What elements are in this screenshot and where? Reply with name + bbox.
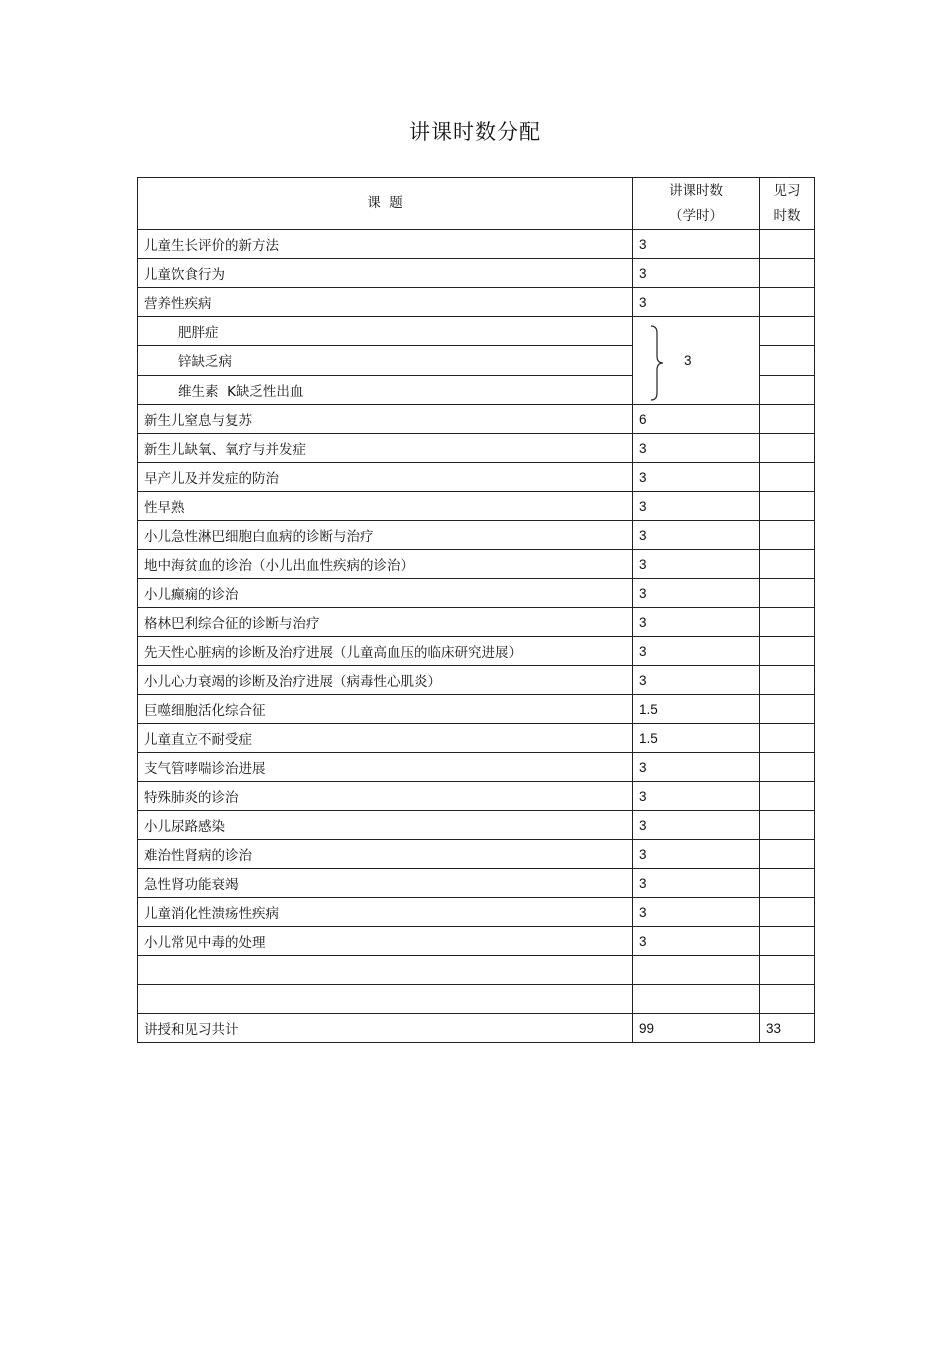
row-topic: 新生儿窒息与复苏 <box>138 405 633 434</box>
page-title: 讲课时数分配 <box>409 120 541 144</box>
subgroup-practice-hours <box>760 375 815 404</box>
table-row <box>138 434 815 463</box>
row-lecture-hours <box>633 985 760 1014</box>
row-topic: 儿童饮食行为 <box>138 259 633 288</box>
row-lecture-hours: 3 <box>633 869 760 898</box>
row-practice-hours <box>760 695 815 724</box>
row-topic: 小儿急性淋巴细胞白血病的诊断与治疗 <box>138 521 633 550</box>
row-topic: 巨噬细胞活化综合征 <box>138 695 633 724</box>
row-lecture-hours: 3 <box>633 259 760 288</box>
row-lecture-hours: 3 <box>633 230 760 259</box>
row-lecture-hours: 3 <box>633 782 760 811</box>
row-lecture-hours: 3 <box>633 463 760 492</box>
table-row <box>138 811 815 840</box>
row-lecture-hours: 3 <box>633 492 760 521</box>
row-practice-hours <box>760 434 815 463</box>
subgroup-topic: 锌缺乏病 <box>138 346 633 375</box>
row-practice-hours <box>760 521 815 550</box>
row-lecture-hours: 1.5 <box>633 724 760 753</box>
row-practice-hours <box>760 666 815 695</box>
table-row <box>138 869 815 898</box>
row-practice-hours <box>760 230 815 259</box>
row-lecture-hours: 3 <box>633 840 760 869</box>
row-lecture-hours <box>633 956 760 985</box>
row-lecture-hours: 3 <box>633 753 760 782</box>
row-topic: 小儿心力衰竭的诊断及治疗进展（病毒性心肌炎） <box>138 666 633 695</box>
table-row <box>138 782 815 811</box>
table-row <box>138 985 815 1014</box>
row-lecture-hours: 3 <box>633 521 760 550</box>
header-lecture-line1: 讲课时数 <box>669 182 723 199</box>
row-practice-hours <box>760 840 815 869</box>
table-row <box>138 724 815 753</box>
row-practice-hours <box>760 898 815 927</box>
table-row <box>138 840 815 869</box>
header-practice-line2: 时数 <box>773 207 801 224</box>
total-lecture-hours: 99 <box>633 1014 760 1043</box>
header-practice-hours <box>760 178 815 230</box>
table-row <box>138 492 815 521</box>
table-header-row <box>138 178 815 230</box>
row-topic: 支气管哮喘诊治进展 <box>138 753 633 782</box>
row-lecture-hours: 3 <box>633 288 760 317</box>
total-row <box>138 1014 815 1043</box>
table-row <box>138 898 815 927</box>
row-topic: 性早熟 <box>138 492 633 521</box>
table-row <box>138 550 815 579</box>
table-row <box>138 608 815 637</box>
table-row <box>138 521 815 550</box>
row-topic: 急性肾功能衰竭 <box>138 869 633 898</box>
curly-brace-icon <box>650 325 664 401</box>
row-topic: 小儿癫痫的诊治 <box>138 579 633 608</box>
table-row <box>138 579 815 608</box>
row-lecture-hours: 6 <box>633 405 760 434</box>
row-topic: 难治性肾病的诊治 <box>138 840 633 869</box>
row-practice-hours <box>760 782 815 811</box>
row-topic <box>138 985 633 1014</box>
row-topic: 小儿尿路感染 <box>138 811 633 840</box>
row-topic: 早产儿及并发症的防治 <box>138 463 633 492</box>
row-topic: 格林巴利综合征的诊断与治疗 <box>138 608 633 637</box>
row-topic: 儿童直立不耐受症 <box>138 724 633 753</box>
row-practice-hours <box>760 956 815 985</box>
row-lecture-hours: 1.5 <box>633 695 760 724</box>
table-row <box>138 230 815 259</box>
row-topic: 地中海贫血的诊治（小儿出血性疾病的诊治） <box>138 550 633 579</box>
row-topic: 小儿常见中毒的处理 <box>138 927 633 956</box>
row-practice-hours <box>760 259 815 288</box>
row-practice-hours <box>760 550 815 579</box>
subgroup-practice-hours <box>760 317 815 346</box>
row-practice-hours <box>760 811 815 840</box>
row-practice-hours <box>760 724 815 753</box>
header-lecture-line2: （学时） <box>669 207 723 224</box>
row-topic: 新生儿缺氧、氧疗与并发症 <box>138 434 633 463</box>
row-practice-hours <box>760 753 815 782</box>
row-practice-hours <box>760 985 815 1014</box>
header-topic: 课 题 <box>138 178 633 230</box>
row-practice-hours <box>760 288 815 317</box>
row-practice-hours <box>760 405 815 434</box>
subgroup-topic: 维生素 K缺乏性出血 <box>138 375 633 404</box>
table-row <box>138 637 815 666</box>
subgroup-practice-hours <box>760 346 815 375</box>
row-lecture-hours: 3 <box>633 811 760 840</box>
table-row <box>138 956 815 985</box>
table-row <box>138 288 815 317</box>
table-row <box>138 259 815 288</box>
table-row <box>138 753 815 782</box>
row-topic: 儿童生长评价的新方法 <box>138 230 633 259</box>
row-practice-hours <box>760 637 815 666</box>
row-lecture-hours: 3 <box>633 550 760 579</box>
subgroup-lecture-hours: 3 <box>684 353 692 368</box>
row-lecture-hours: 3 <box>633 637 760 666</box>
subgroup-topic: 肥胖症 <box>138 317 633 346</box>
table-row <box>138 463 815 492</box>
total-label: 讲授和见习共计 <box>138 1014 633 1043</box>
subgroup-row <box>138 317 815 346</box>
row-lecture-hours: 3 <box>633 666 760 695</box>
row-practice-hours <box>760 869 815 898</box>
subgroup-lecture-cell <box>633 317 760 405</box>
row-practice-hours <box>760 463 815 492</box>
row-lecture-hours: 3 <box>633 579 760 608</box>
row-lecture-hours: 3 <box>633 927 760 956</box>
total-practice-hours: 33 <box>760 1014 815 1043</box>
row-topic: 营养性疾病 <box>138 288 633 317</box>
row-lecture-hours: 3 <box>633 608 760 637</box>
row-topic: 特殊肺炎的诊治 <box>138 782 633 811</box>
row-topic: 儿童消化性溃疡性疾病 <box>138 898 633 927</box>
row-lecture-hours: 3 <box>633 434 760 463</box>
header-lecture-hours <box>633 178 760 230</box>
table-row <box>138 927 815 956</box>
table-row <box>138 695 815 724</box>
table-row <box>138 666 815 695</box>
row-topic <box>138 956 633 985</box>
row-practice-hours <box>760 608 815 637</box>
header-practice-line1: 见习 <box>773 182 801 199</box>
table-row <box>138 405 815 434</box>
row-practice-hours <box>760 927 815 956</box>
hours-table <box>137 177 815 1043</box>
row-topic: 先天性心脏病的诊断及治疗进展（儿童高血压的临床研究进展） <box>138 637 633 666</box>
row-practice-hours <box>760 579 815 608</box>
row-practice-hours <box>760 492 815 521</box>
row-lecture-hours: 3 <box>633 898 760 927</box>
